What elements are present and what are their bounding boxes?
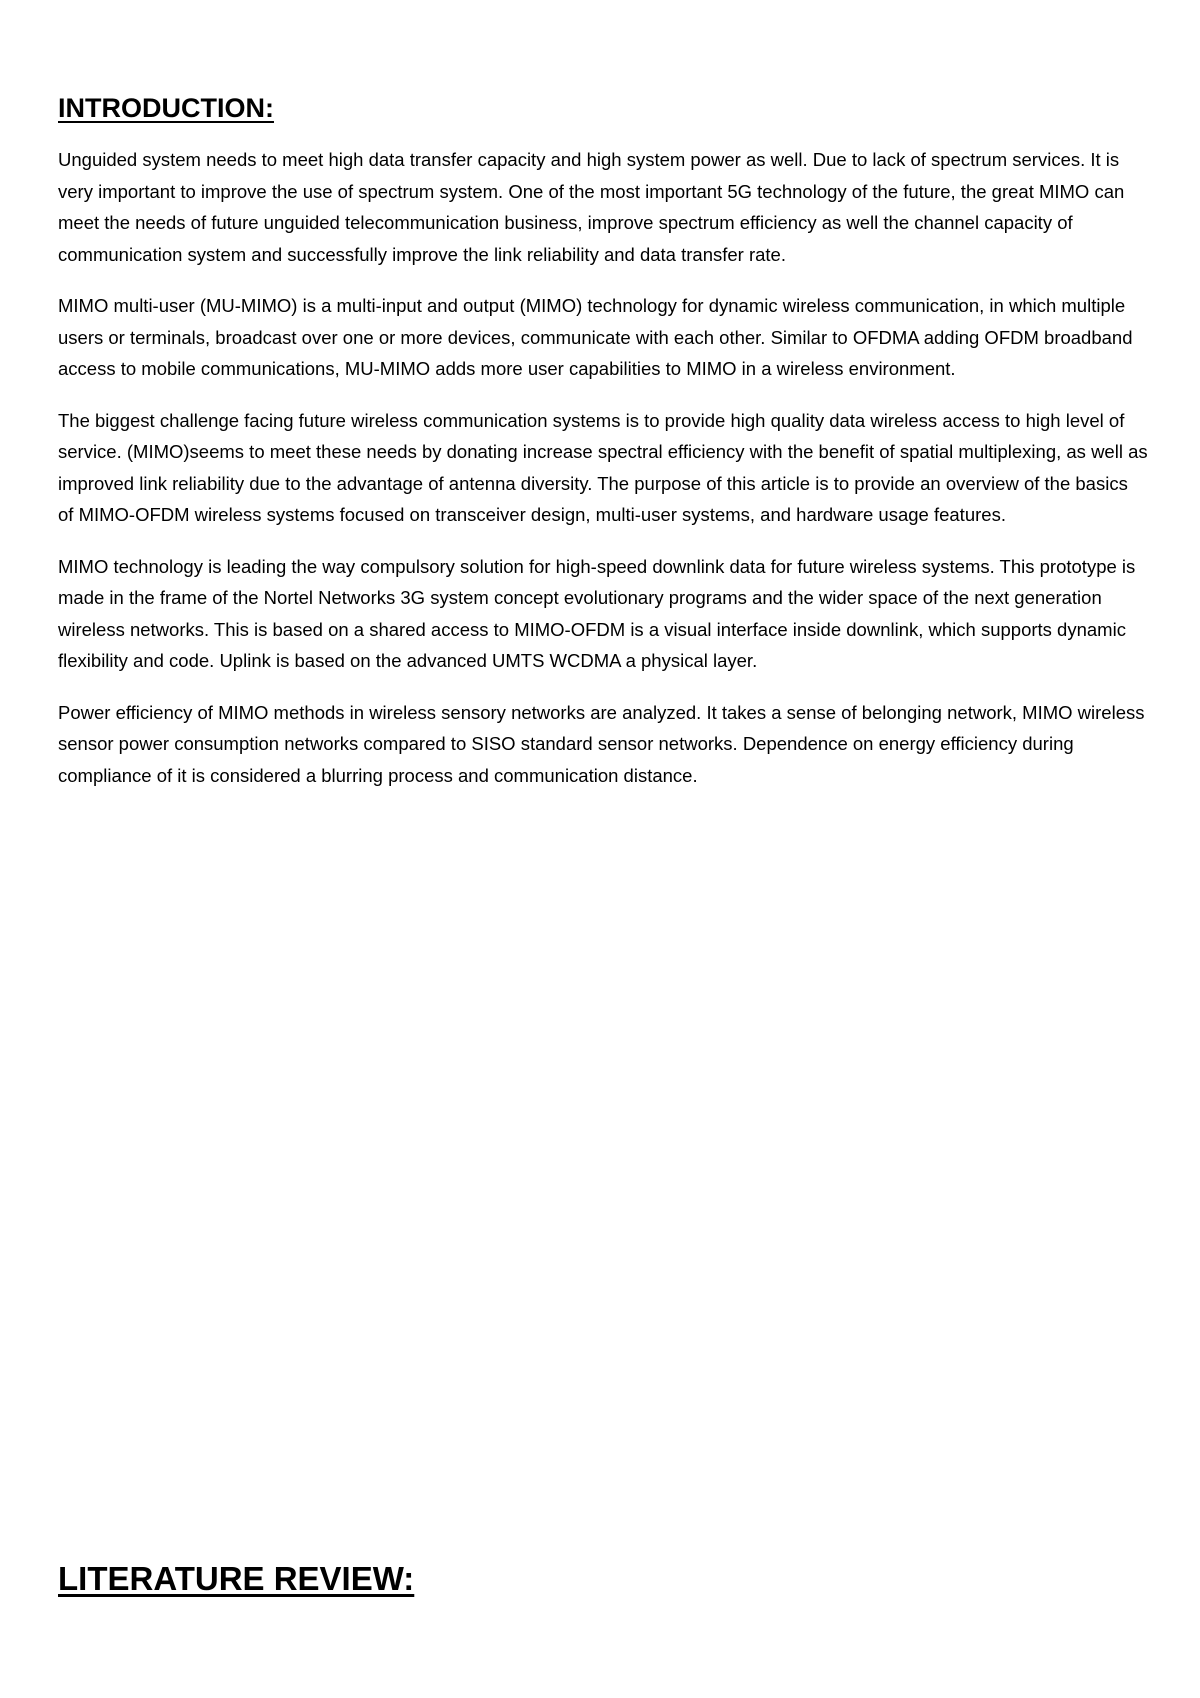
introduction-heading: INTRODUCTION: bbox=[58, 93, 274, 123]
paragraph-2: MIMO multi-user (MU-MIMO) is a multi-input and output (MIMO) technology for dynamic wireless communication, in which multiple users or terminals, broadcast over one or more devices, communicate with each other. Similar to OFDMA adding OFDM broadband access to mobile communications, MU-MIMO adds more user capabilities to MIMO in a wireless environment. bbox=[58, 295, 1133, 379]
literature-review-heading: LITERATURE REVIEW: bbox=[58, 1560, 415, 1597]
paragraph-1: Unguided system needs to meet high data transfer capacity and high system power as well. Due to lack of spectrum services. It is very important to improve the use of spectrum system. One of the most important 5G technology of the future, the great MIMO can meet the needs of future unguided telecommunication business, improve spectrum efficiency as well the channel capacity of communication system and successfully improve the link reliability and data transfer rate. bbox=[58, 149, 1125, 265]
paragraph-3: The biggest challenge facing future wireless communication systems is to provide high quality data wireless access to high level of service. (MIMO)seems to meet these needs by donating increase spectral efficiency with the benefit of spatial multiplexing, as well as improved link reliability due to the advantage of antenna diversity. The purpose of this article is to provide an overview of the basics of MIMO-OFDM wireless systems focused on transceiver design, multi-user systems, and hardware usage features. bbox=[58, 409, 1148, 525]
paragraph-5: Power efficiency of MIMO methods in wireless sensory networks are analyzed. It takes a sense of belonging network, MIMO wireless sensor power consumption networks compared to SISO standard sensor networks. Dependence on energy efficiency during compliance of it is considered a blurring process and communication distance. bbox=[58, 701, 1145, 786]
introduction-section bbox=[58, 92, 1148, 811]
paragraph-4: MIMO technology is leading the way compulsory solution for high-speed downlink data for future wireless systems. This prototype is made in the frame of the Nortel Networks 3G system concept evolutionary programs and the wider space of the next generation wireless networks. This is based on a shared access to MIMO-OFDM is a visual interface inside downlink, which supports dynamic flexibility and code. Uplink is based on the advanced UMTS WCDMA a physical layer. bbox=[58, 555, 1136, 671]
